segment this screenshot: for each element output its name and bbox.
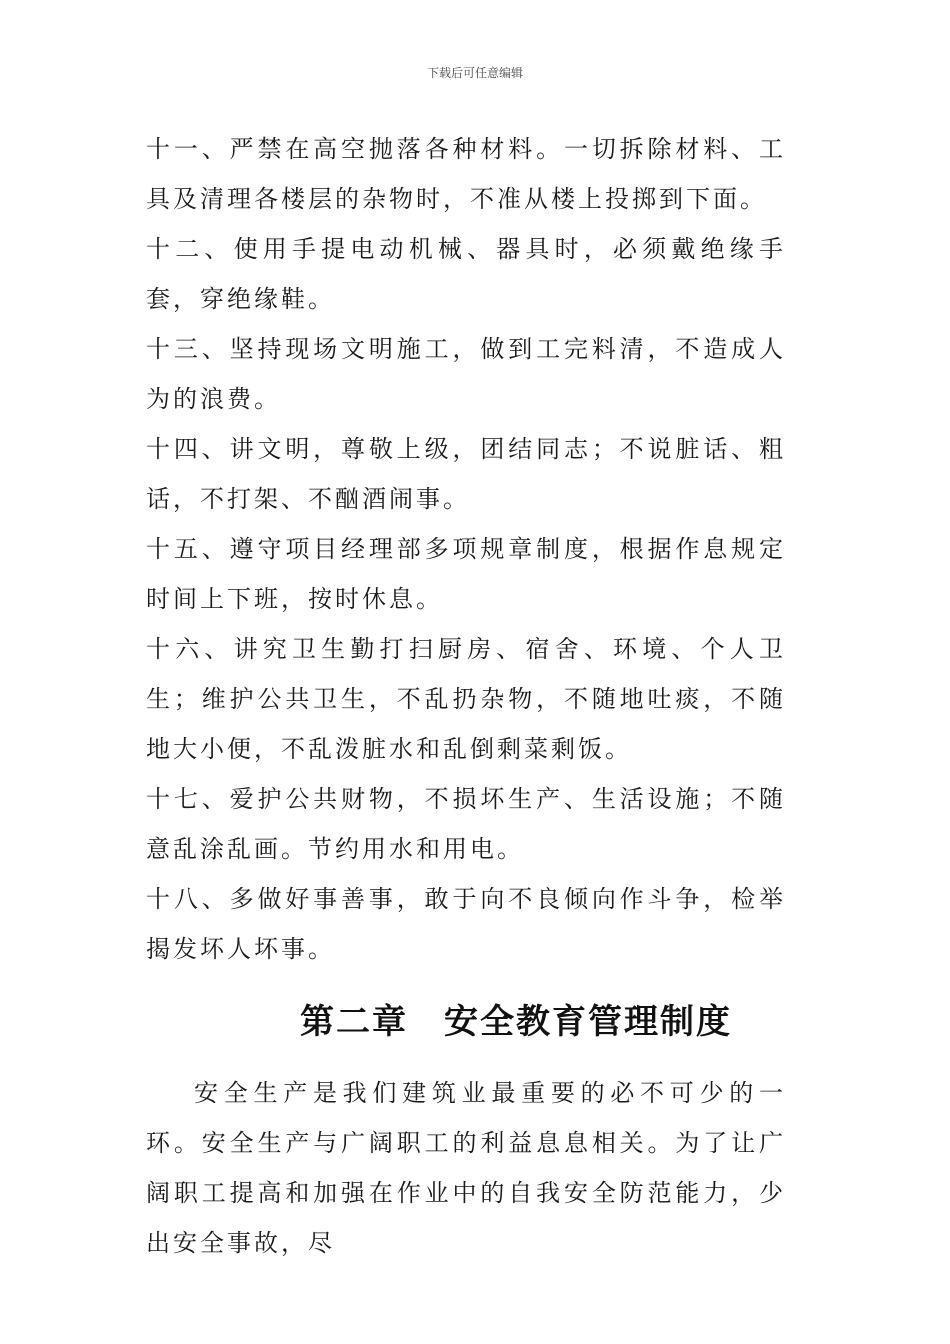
rule-item-17: 十七、爱护公共财物，不损坏生产、生活设施；不随意乱涂乱画。节约用水和用电。 [146,785,786,863]
chapter-intro-paragraph: 安全生产是我们建筑业最重要的必不可少的一环。安全生产与广阔职工的利益息息相关。为了让广阔职工提高和加强在作业中的自我安全防范能力，少出安全事故，尽 [146,1079,786,1257]
rule-item-18: 十八、多做好事善事，敢于向不良倾向作斗争，检举揭发坏人坏事。 [146,885,786,963]
chapter-title: 第二章 安全教育管理制度 [300,1002,732,1042]
rule-item-13: 十三、坚持现场文明施工，做到工完料清，不造成人为的浪费。 [146,335,786,413]
rule-item-15: 十五、遵守项目经理部多项规章制度，根据作息规定时间上下班，按时休息。 [146,535,786,613]
header-note: 下载后可任意编辑 [426,66,523,80]
rule-item-11: 十一、严禁在高空抛落各种材料。一切拆除材料、工具及清理各楼层的杂物时，不准从楼上投掷到下面。 [146,135,786,213]
document-body [146,124,786,1268]
rule-item-14: 十四、讲文明，尊敬上级，团结同志；不说脏话、粗话，不打架、不酗酒闹事。 [146,435,786,513]
rule-item-16: 十六、讲究卫生勤打扫厨房、宿舍、环境、个人卫生；维护公共卫生，不乱扔杂物，不随地吐痰，不随地大小便，不乱泼脏水和乱倒剩菜剩饭。 [146,635,786,763]
rule-item-12: 十二、使用手提电动机械、器具时，必须戴绝缘手套，穿绝缘鞋。 [146,235,786,313]
